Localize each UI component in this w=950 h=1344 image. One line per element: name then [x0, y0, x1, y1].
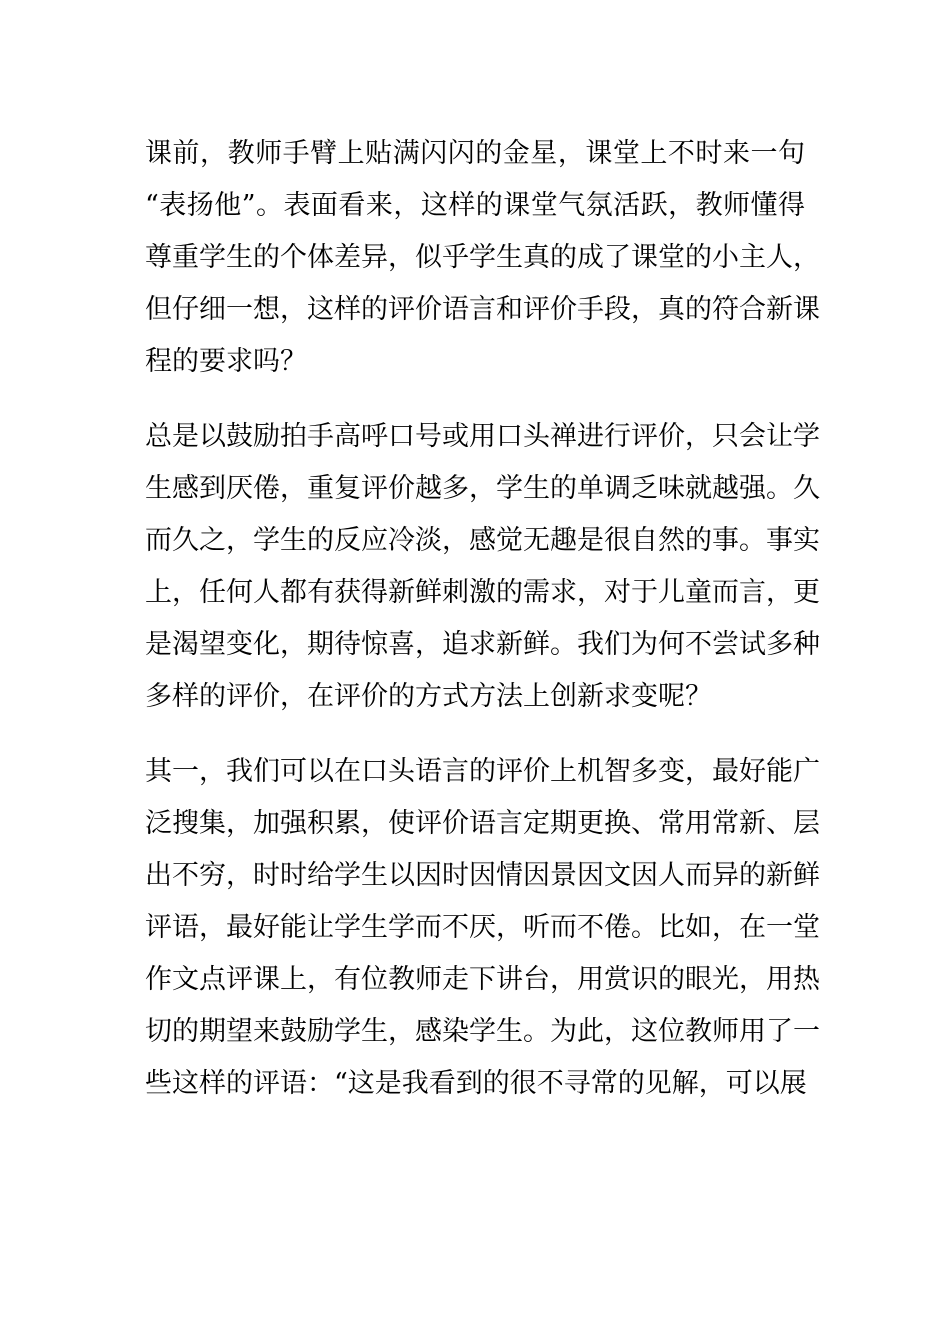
text-line: 其一，我们可以在口头语言的评价上机智多变，最好能广: [145, 756, 820, 787]
paragraph-1: [145, 128, 820, 388]
text-line: 上，任何人都有获得新鲜刺激的需求，对于儿童而言，更: [145, 577, 820, 608]
text-line: 评语，最好能让学生学而不厌，听而不倦。比如，在一堂: [145, 912, 820, 943]
text-line: 尊重学生的个体差异，似乎学生真的成了课堂的小主人，: [145, 242, 820, 273]
text-line: 些这样的评语：“这是我看到的很不寻常的见解，可以展: [145, 1068, 807, 1099]
text-line: 课前，教师手臂上贴满闪闪的金星，课堂上不时来一句: [145, 138, 805, 169]
paragraph-2: [145, 411, 820, 723]
paragraph-3: [145, 746, 820, 1110]
text-line: “表扬他”。表面看来，这样的课堂气氛活跃，教师懂得: [145, 190, 805, 221]
text-line: 作文点评课上，有位教师走下讲台，用赏识的眼光，用热: [145, 964, 820, 995]
text-line: 总是以鼓励拍手高呼口号或用口头禅进行评价，只会让学: [145, 421, 820, 452]
text-line: 切的期望来鼓励学生，感染学生。为此，这位教师用了一: [145, 1016, 820, 1047]
document-body: [145, 128, 820, 1133]
text-line: 但仔细一想，这样的评价语言和评价手段，真的符合新课: [145, 294, 820, 325]
text-line: 泛搜集，加强积累，使评价语言定期更换、常用常新、层: [145, 808, 820, 839]
text-line: 生感到厌倦，重复评价越多，学生的单调乏味就越强。久: [145, 473, 820, 504]
text-line: 而久之，学生的反应冷淡，感觉无趣是很自然的事。事实: [145, 525, 820, 556]
text-line: 程的要求吗？: [145, 346, 307, 377]
text-line: 是渴望变化，期待惊喜，追求新鲜。我们为何不尝试多种: [145, 629, 820, 660]
text-line: 多样的评价，在评价的方式方法上创新求变呢？: [145, 681, 712, 712]
text-line: 出不穷，时时给学生以因时因情因景因文因人而异的新鲜: [145, 860, 820, 891]
